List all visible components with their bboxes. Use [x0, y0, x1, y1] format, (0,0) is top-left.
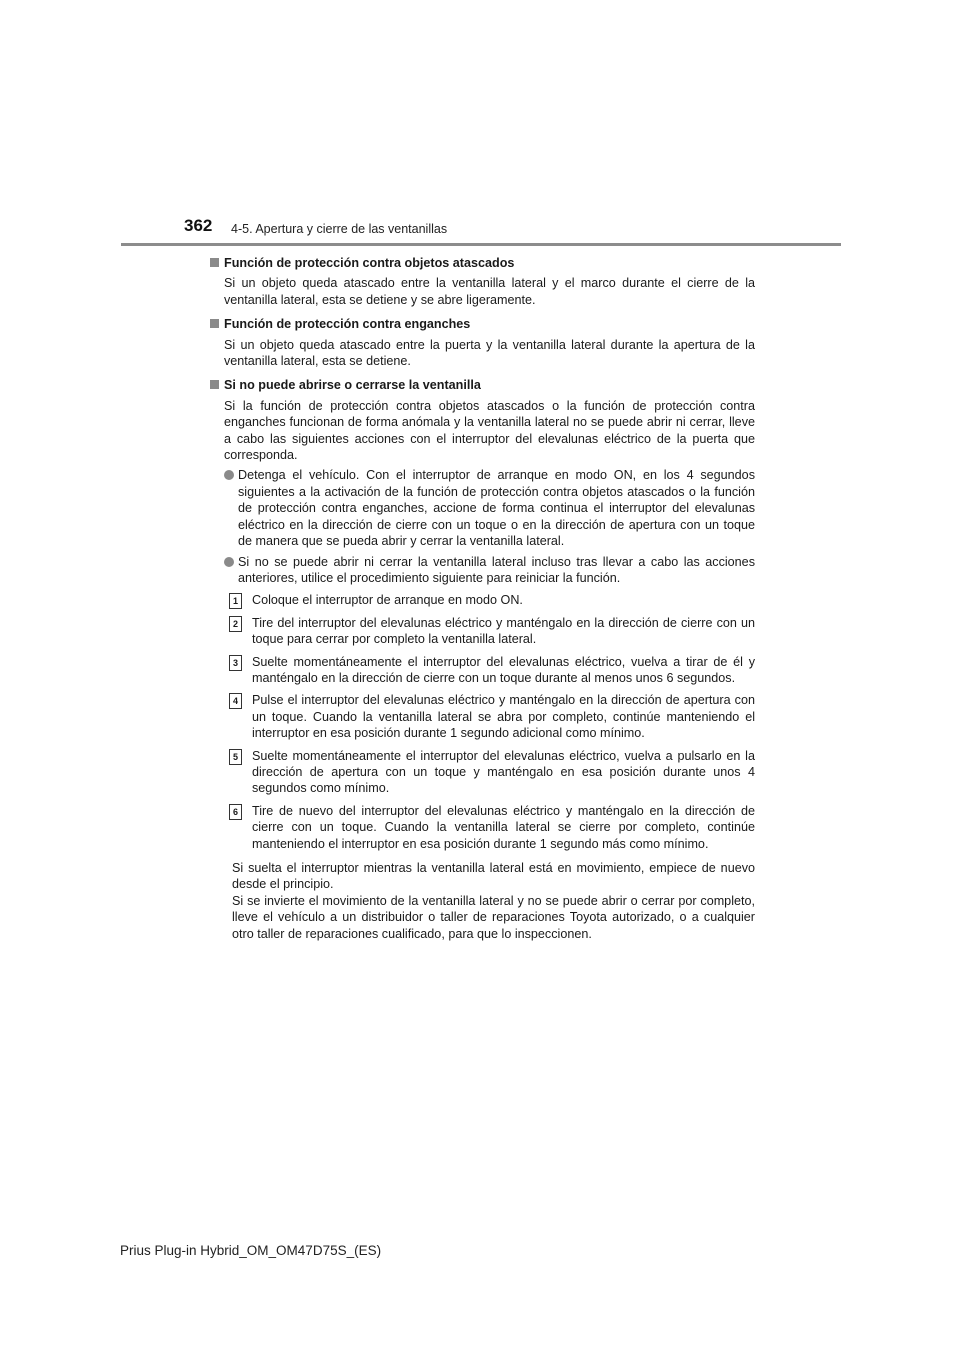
square-bullet-icon [210, 319, 219, 328]
step-number-badge: 6 [229, 804, 242, 820]
step-text: Suelte momentáneamente el interruptor del elevalunas eléctrico, vuelva a pulsarlo en la dirección de apertura con un toque y manténgalo en esa posición durante unos 4 segundos como mínimo. [252, 748, 755, 796]
closing-note [232, 860, 755, 942]
paragraph: Si la función de protección contra objetos atascados o la función de protección contra enganches funcionan de forma anómala y la ventanilla lateral no se puede abrir ni cerrar, lleve a cabo las siguientes acciones con el interruptor del elevalunas eléctrico de la puerta que corresponda. [224, 398, 755, 463]
step-text: Pulse el interruptor del elevalunas eléctrico y manténgalo en la dirección de apertura con un toque. Cuando la ventanilla lateral se abra por completo, continúe manteniendo el interruptor en esa posición durante 1 segundo adicional como mínimo. [252, 693, 755, 741]
step-item [210, 692, 755, 741]
list-item [210, 554, 755, 587]
step-number-badge: 3 [229, 655, 242, 671]
heading-text: Si no puede abrirse o cerrarse la ventanilla [224, 378, 481, 393]
step-text: Tire del interruptor del elevalunas eléctrico y manténgalo en la dirección de cierre con un toque para cerrar por completo la ventanilla lateral. [252, 615, 755, 647]
page-number: 362 [184, 216, 213, 235]
footer-document-id: Prius Plug-in Hybrid_OM_OM47D75S_(ES) [120, 1243, 382, 1258]
bullet-text: Detenga el vehículo. Con el interruptor de arranque en modo ON, en los 4 segundos siguientes a la activación de la función de protección contra objetos atascados o la función de protección contra enganches, accione de forma continua el interruptor del elevalunas eléctrico en la dirección de cierre con un toque o en la dirección de apertura con un toque de manera que se pueda abrir y cerrar la ventanilla lateral. [238, 468, 755, 549]
heading-text: Función de protección contra objetos atascados [224, 256, 515, 270]
heading-pinch-protection [210, 316, 755, 332]
step-number-badge: 2 [229, 616, 242, 632]
heading-text: Función de protección contra enganches [224, 317, 471, 332]
step-item [210, 803, 755, 852]
bullet-text: Si no se puede abrir ni cerrar la ventanilla lateral incluso tras llevar a cabo las acciones anteriores, utilice el procedimiento siguiente para reiniciar la función. [238, 554, 755, 585]
step-item [210, 654, 755, 687]
list-item [210, 467, 755, 549]
page-content [210, 255, 755, 942]
heading-window-not-working [210, 377, 755, 393]
circle-bullet-icon [224, 557, 234, 567]
step-number-badge: 4 [229, 693, 242, 709]
paragraph: Si un objeto queda atascado entre la ventanilla lateral y el marco durante el cierre de la ventanilla lateral, esta se detiene y se abre ligeramente. [224, 276, 755, 307]
paragraph: Si un objeto queda atascado entre la puerta y la ventanilla lateral durante la apertura de la ventanilla lateral, esta se detiene. [224, 337, 755, 369]
step-item [210, 592, 755, 608]
step-text: Suelte momentáneamente el interruptor del elevalunas eléctrico, vuelva a tirar de él y manténgalo en la dirección de cierre con un toque durante al menos unos 6 segundos. [252, 654, 755, 685]
closing-line: Si se invierte el movimiento de la ventanilla lateral y no se puede abrir o cerrar por completo, lleve el vehículo a un distribuidor o taller de reparaciones Toyota autorizado, o a cualquier otro taller de reparaciones cualificado, para que lo inspeccionen. [232, 893, 755, 941]
step-number-badge: 5 [229, 749, 242, 765]
circle-bullet-icon [224, 470, 234, 480]
square-bullet-icon [210, 380, 219, 389]
step-text: Tire de nuevo del interruptor del elevalunas eléctrico y manténgalo en la dirección de cierre con un toque. Cuando la ventanilla lateral se cierre por completo, continúe manteniendo el interruptor en esa posición durante 1 segundo más como mínimo. [252, 803, 755, 851]
step-text: Coloque el interruptor de arranque en modo ON. [252, 593, 523, 608]
section-title: 4-5. Apertura y cierre de las ventanillas [231, 222, 448, 236]
header-rule [121, 243, 841, 246]
step-number-badge: 1 [229, 593, 242, 609]
heading-entrapment-protection [210, 255, 755, 271]
closing-line: Si suelta el interruptor mientras la ventanilla lateral está en movimiento, empiece de nuevo desde el principio. [232, 861, 755, 892]
step-item [210, 748, 755, 797]
square-bullet-icon [210, 258, 219, 267]
step-item [210, 615, 755, 648]
